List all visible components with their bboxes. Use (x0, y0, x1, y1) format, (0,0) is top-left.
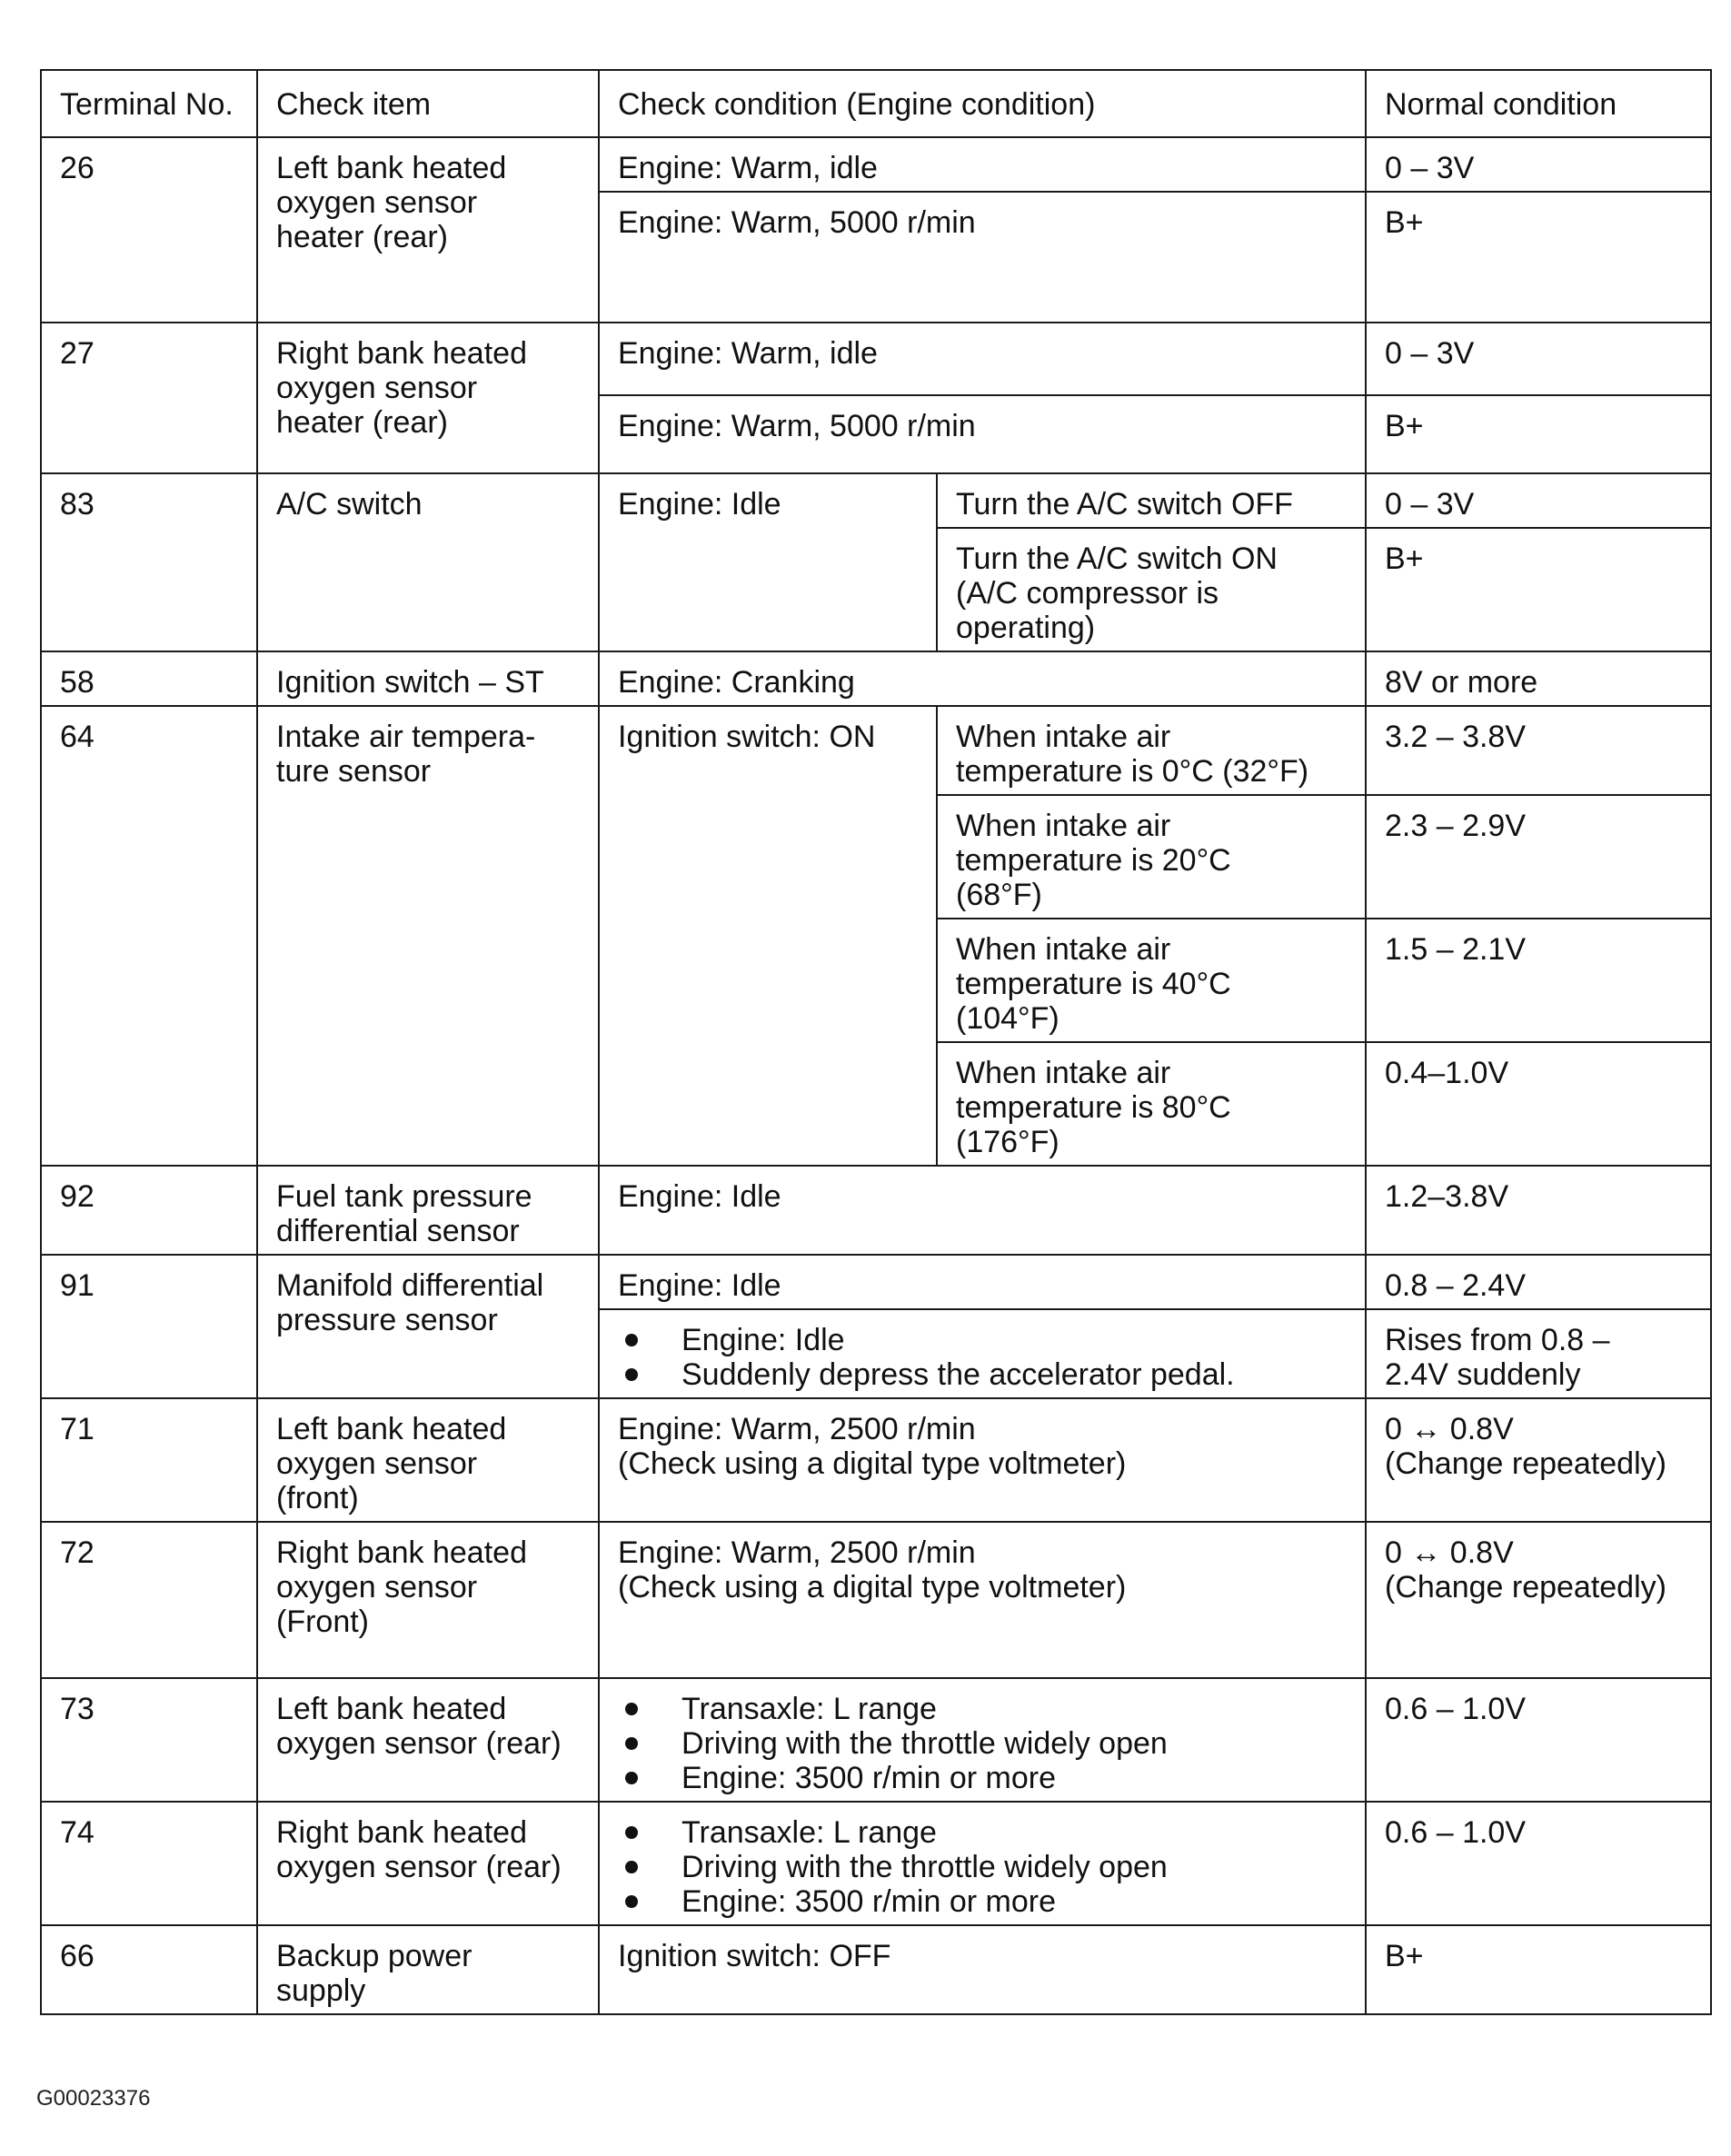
terminal-cell: 58 (41, 651, 257, 706)
terminal-cell: 66 (41, 1925, 257, 2014)
condition-cell: Engine: Warm, idle (599, 323, 1366, 395)
condition-cell: Engine: Idle (599, 1166, 1366, 1255)
condition-cell: Engine: Idle (599, 1255, 1366, 1309)
terminal-cell: 72 (41, 1522, 257, 1678)
table-row (41, 1678, 1711, 1802)
table-row (41, 706, 1711, 795)
normal-cell: 0.6 – 1.0V (1366, 1678, 1711, 1802)
check-item-cell: Fuel tank pressure differential sensor (257, 1166, 599, 1255)
table-row (41, 1802, 1711, 1925)
bullet-list (618, 1692, 1347, 1795)
check-item-cell: Left bank heated oxygen sensor heater (rear) (257, 137, 599, 323)
table-row (41, 651, 1711, 706)
condition-cell (599, 1309, 1366, 1398)
condition-cell: Ignition switch: OFF (599, 1925, 1366, 2014)
bullet-item: Driving with the throttle widely open (618, 1726, 1347, 1761)
bullet-item: Engine: Idle (618, 1323, 1347, 1357)
sub-condition-cell: Turn the A/C switch ON (A/C compressor is operating) (937, 528, 1366, 651)
check-item-cell: Right bank heated oxygen sensor (Front) (257, 1522, 599, 1678)
figure-code: G00023376 (36, 2086, 151, 2111)
table-row (41, 473, 1711, 528)
normal-cell: B+ (1366, 1925, 1711, 2014)
bullet-list (618, 1323, 1347, 1392)
normal-cell: Rises from 0.8 – 2.4V suddenly (1366, 1309, 1711, 1398)
terminal-cell: 64 (41, 706, 257, 1166)
table-row (41, 1166, 1711, 1255)
header-normal-condition: Normal condition (1366, 70, 1711, 137)
header-check-item: Check item (257, 70, 599, 137)
normal-cell: 8V or more (1366, 651, 1711, 706)
condition-cell: Engine: Warm, 5000 r/min (599, 192, 1366, 323)
normal-cell: B+ (1366, 395, 1711, 473)
condition-cell: Engine: Warm, 2500 r/min (Check using a digital type voltmeter) (599, 1398, 1366, 1522)
header-check-condition: Check condition (Engine condition) (599, 70, 1366, 137)
table-row (41, 323, 1711, 395)
table-row (41, 1522, 1711, 1678)
condition-main-cell: Engine: Idle (599, 473, 937, 651)
condition-cell: Engine: Warm, idle (599, 137, 1366, 192)
sub-condition-cell: When intake air temperature is 20°C (68°F) (937, 795, 1366, 919)
terminal-check-table (40, 69, 1712, 2015)
sub-condition-cell: When intake air temperature is 0°C (32°F) (937, 706, 1366, 795)
terminal-cell: 73 (41, 1678, 257, 1802)
check-item-cell: Manifold differential pressure sensor (257, 1255, 599, 1398)
check-item-cell: Left bank heated oxygen sensor (front) (257, 1398, 599, 1522)
terminal-cell: 92 (41, 1166, 257, 1255)
check-item-cell: Right bank heated oxygen sensor heater (rear) (257, 323, 599, 473)
normal-cell: 3.2 – 3.8V (1366, 706, 1711, 795)
bullet-item: Driving with the throttle widely open (618, 1850, 1347, 1884)
normal-cell: 1.2–3.8V (1366, 1166, 1711, 1255)
table-row (41, 1925, 1711, 2014)
normal-cell: B+ (1366, 528, 1711, 651)
terminal-cell: 91 (41, 1255, 257, 1398)
bullet-item: Suddenly depress the accelerator pedal. (618, 1357, 1347, 1392)
terminal-cell: 74 (41, 1802, 257, 1925)
normal-cell: 0 – 3V (1366, 473, 1711, 528)
normal-cell: 0.8 – 2.4V (1366, 1255, 1711, 1309)
normal-cell: 0 ↔ 0.8V (Change repeatedly) (1366, 1522, 1711, 1678)
header-row (41, 70, 1711, 137)
normal-cell: 2.3 – 2.9V (1366, 795, 1711, 919)
terminal-cell: 83 (41, 473, 257, 651)
normal-cell: 0 – 3V (1366, 323, 1711, 395)
header-terminal-no: Terminal No. (41, 70, 257, 137)
check-item-cell: A/C switch (257, 473, 599, 651)
check-item-cell: Left bank heated oxygen sensor (rear) (257, 1678, 599, 1802)
normal-cell: 0.4–1.0V (1366, 1042, 1711, 1166)
normal-cell: B+ (1366, 192, 1711, 323)
sub-condition-cell: When intake air temperature is 80°C (176°F) (937, 1042, 1366, 1166)
condition-cell: Engine: Warm, 5000 r/min (599, 395, 1366, 473)
table-row (41, 1255, 1711, 1309)
condition-cell (599, 1802, 1366, 1925)
normal-cell: 1.5 – 2.1V (1366, 919, 1711, 1042)
check-item-cell: Backup power supply (257, 1925, 599, 2014)
bullet-item: Engine: 3500 r/min or more (618, 1884, 1347, 1919)
normal-cell: 0 – 3V (1366, 137, 1711, 192)
sub-condition-cell: When intake air temperature is 40°C (104°F) (937, 919, 1366, 1042)
condition-cell: Engine: Cranking (599, 651, 1366, 706)
bullet-item: Engine: 3500 r/min or more (618, 1761, 1347, 1795)
terminal-cell: 27 (41, 323, 257, 473)
condition-cell (599, 1678, 1366, 1802)
check-item-cell: Ignition switch – ST (257, 651, 599, 706)
normal-cell: 0.6 – 1.0V (1366, 1802, 1711, 1925)
condition-cell: Engine: Warm, 2500 r/min (Check using a digital type voltmeter) (599, 1522, 1366, 1678)
bullet-item: Transaxle: L range (618, 1815, 1347, 1850)
terminal-cell: 26 (41, 137, 257, 323)
bullet-item: Transaxle: L range (618, 1692, 1347, 1726)
check-item-cell: Right bank heated oxygen sensor (rear) (257, 1802, 599, 1925)
table-row (41, 1398, 1711, 1522)
check-item-cell: Intake air tempera- ture sensor (257, 706, 599, 1166)
table-row (41, 137, 1711, 192)
terminal-cell: 71 (41, 1398, 257, 1522)
bullet-list (618, 1815, 1347, 1919)
sub-condition-cell: Turn the A/C switch OFF (937, 473, 1366, 528)
normal-cell: 0 ↔ 0.8V (Change repeatedly) (1366, 1398, 1711, 1522)
condition-main-cell: Ignition switch: ON (599, 706, 937, 1166)
